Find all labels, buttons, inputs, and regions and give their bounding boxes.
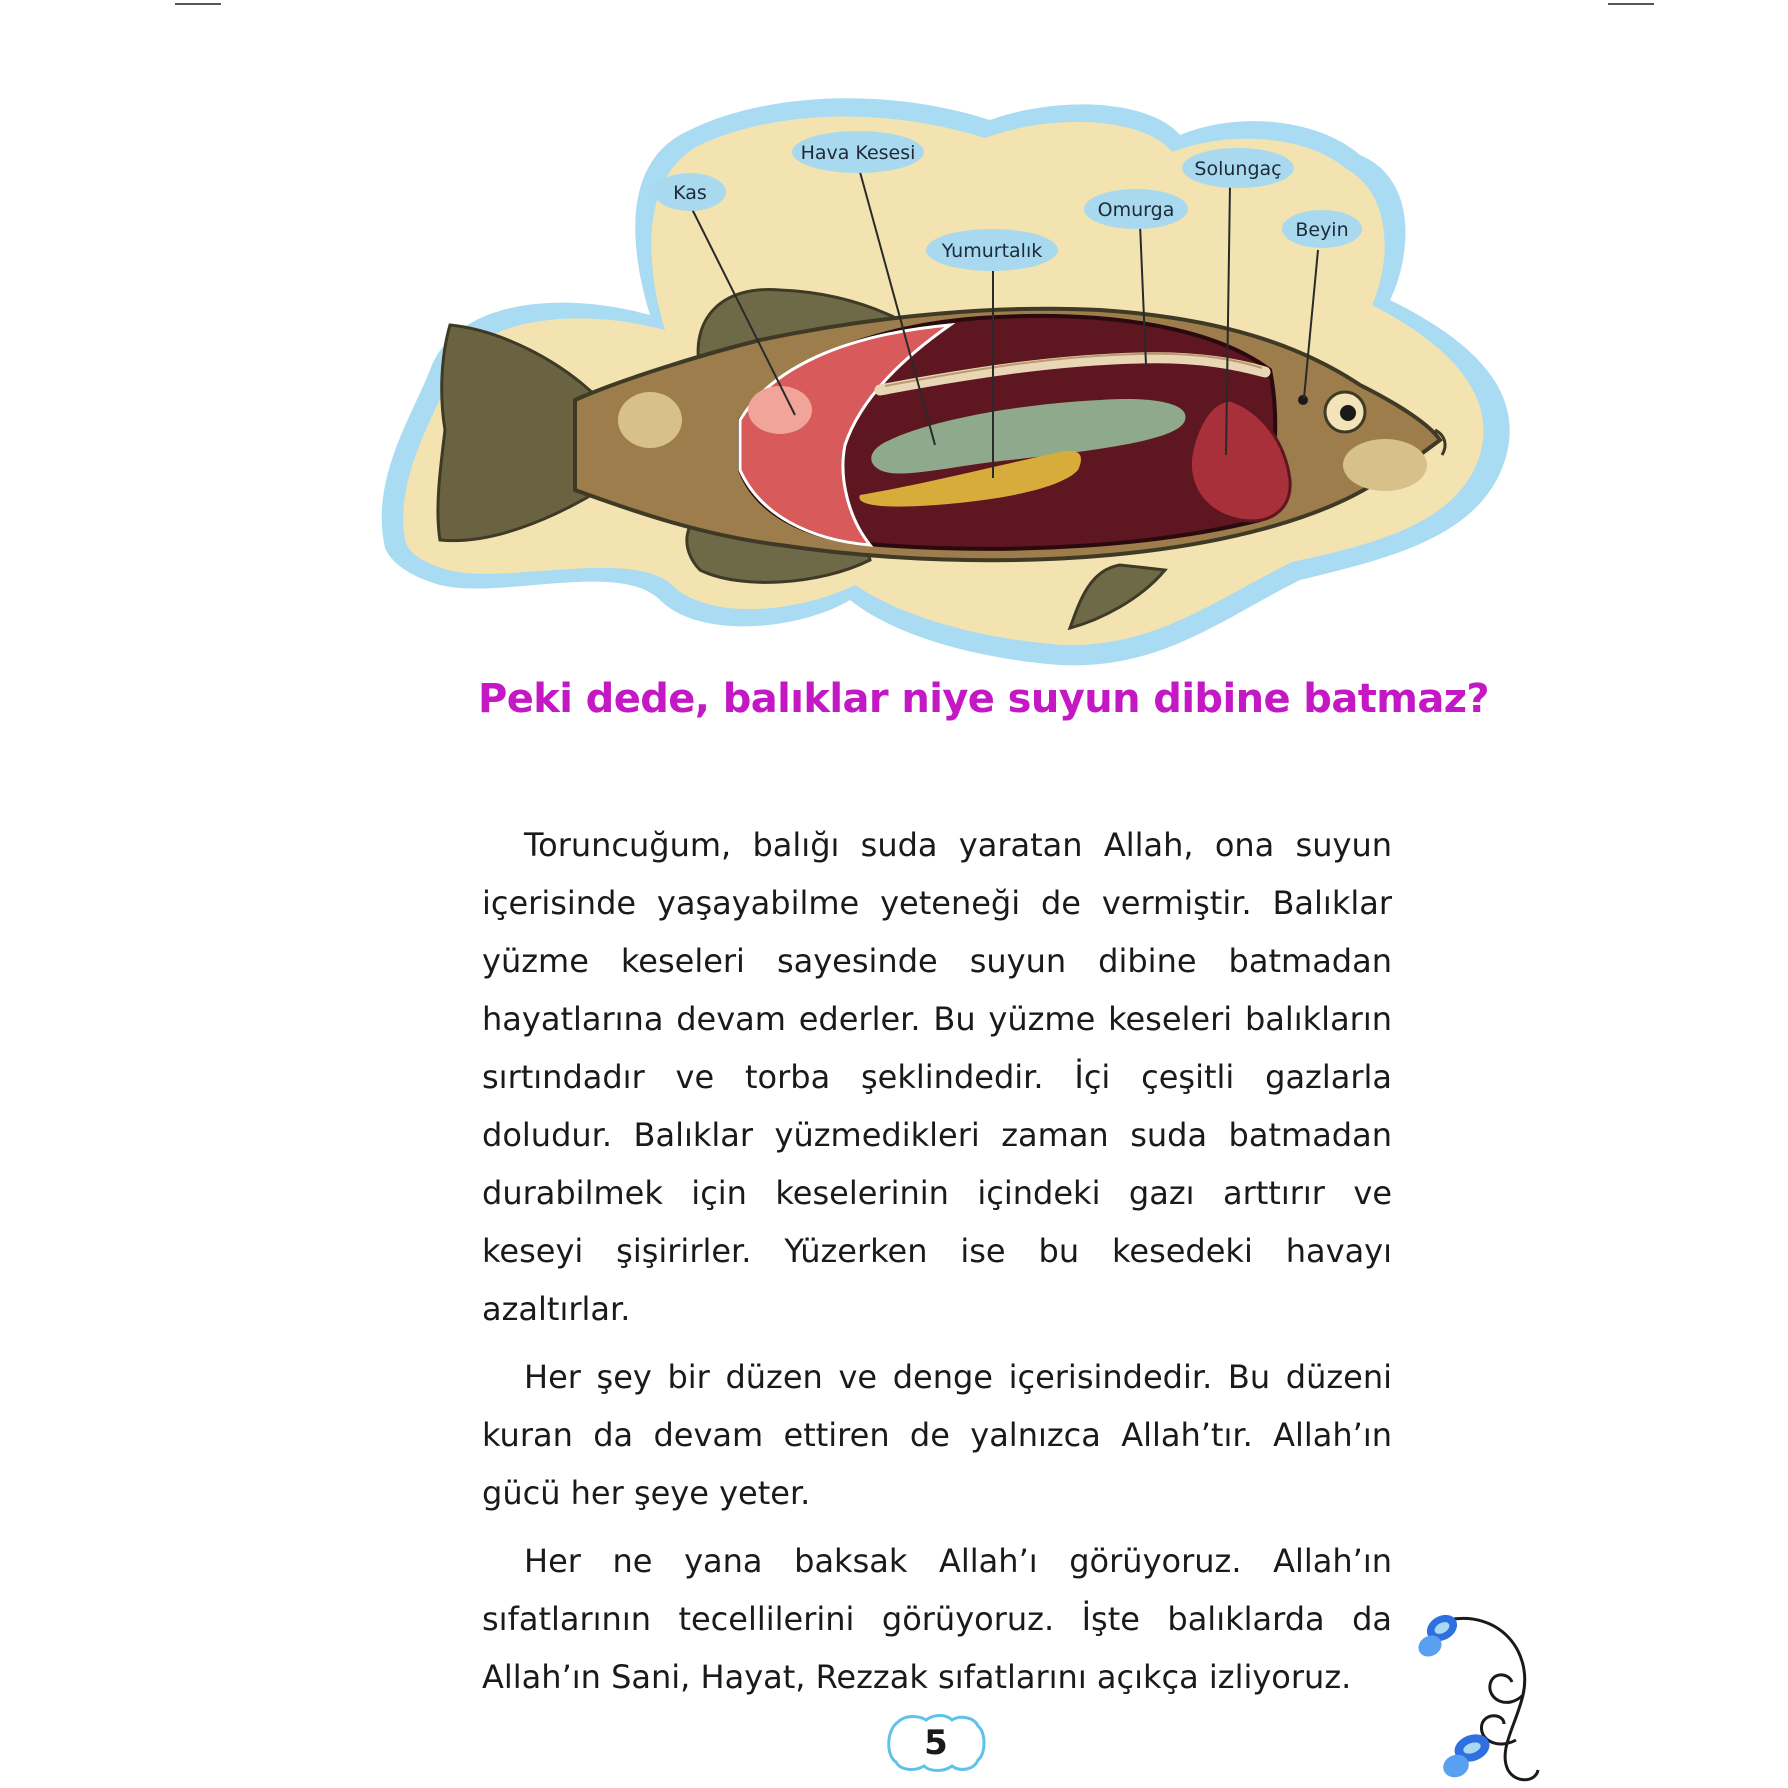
page-number-badge — [884, 1712, 988, 1774]
label-hava-kesesi: Hava Kesesi — [800, 142, 916, 164]
body-text — [482, 816, 1392, 1716]
page-headline: Peki dede, balıklar niye suyun dibine batmaz? — [478, 676, 1490, 722]
eye-pupil — [1340, 405, 1356, 421]
paragraph-3: Her ne yana baksak Allah’ı görüyoruz. Allah’ın sıfatlarının tecellilerini görüyoruz. İşte balıklarda da Allah’ın Sani, Hayat, Rezzak sıfatlarını açıkça izliyoruz. — [482, 1542, 1392, 1696]
label-yumurtalik: Yumurtalık — [941, 240, 1043, 262]
muscle-highlight — [748, 386, 812, 434]
paragraph-2: Her şey bir düzen ve denge içerisindedir. Bu düzeni kuran da devam ettiren de yalnızca Allah’tır. Allah’ın gücü her şeye yeter. — [482, 1358, 1392, 1512]
label-kas: Kas — [673, 182, 707, 204]
page-number: 5 — [924, 1723, 948, 1763]
head-highlight — [1343, 439, 1427, 491]
brain-dot — [1298, 395, 1308, 405]
butterfly-icon-top — [1415, 1610, 1462, 1661]
label-solungac: Solungaç — [1194, 158, 1282, 180]
butterfly-icon-bottom — [1440, 1730, 1493, 1781]
fish-anatomy-diagram — [0, 0, 1788, 680]
butterfly-swirl-ornament — [1408, 1600, 1548, 1788]
paragraph-1: Toruncuğum, balığı suda yaratan Allah, ona suyun içerisinde yaşayabilme yeteneği de vermiştir. Balıklar yüzme keseleri sayesinde suyun dibine batmadan hayatlarına devam ederler. Bu yüzme keseleri balıkların sırtındadır ve torba şeklindedir. İçi çeşitli gazlarla doludur. Balıklar yüzmedikleri zaman suda batmadan durabilmek için keselerinin içindeki gazı arttırır ve keseyi şişirirler. Yüzerken ise bu kesedeki havayı azaltırlar. — [482, 826, 1392, 1328]
label-omurga: Omurga — [1097, 199, 1175, 221]
label-beyin: Beyin — [1295, 219, 1349, 241]
body-highlight — [618, 392, 682, 448]
